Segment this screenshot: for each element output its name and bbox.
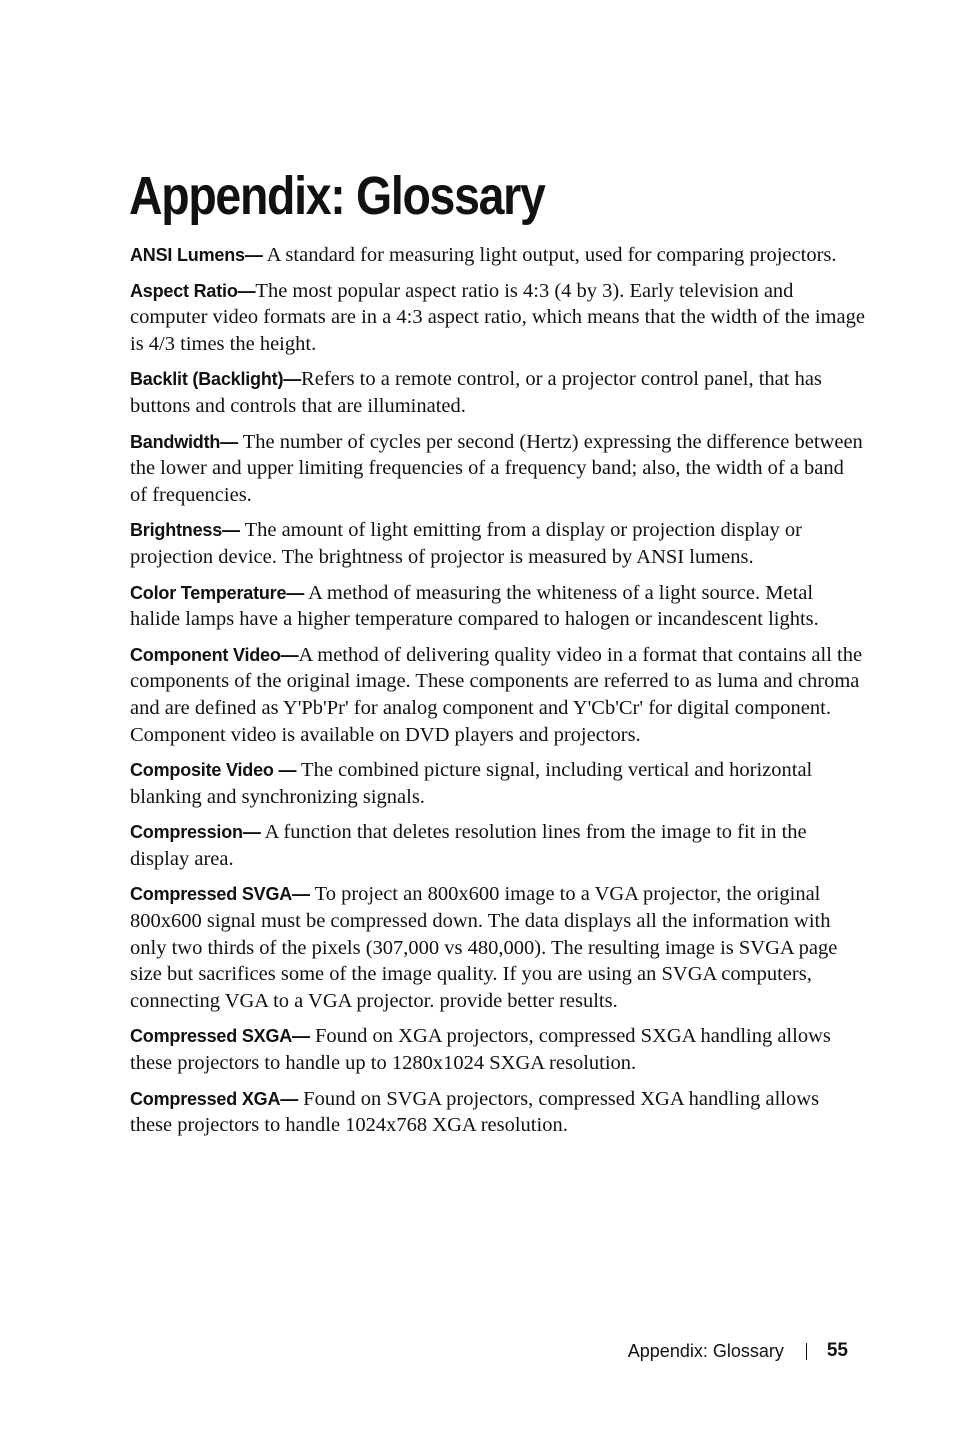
page-number: 55	[826, 1340, 848, 1361]
glossary-term: Aspect Ratio—	[130, 280, 256, 301]
glossary-entry-color-temperature	[130, 580, 866, 633]
glossary-definition: Found on XGA projectors, compressed SXGA handling allows these projectors to handle up to 1280x1024 SXGA resolution.	[130, 1025, 831, 1075]
glossary-entry-aspect-ratio	[130, 278, 866, 358]
glossary-definition: Refers to a remote control, or a projector control panel, that has buttons and controls that are illuminated.	[130, 368, 822, 417]
page-footer	[628, 1338, 848, 1364]
glossary-term: Bandwidth—	[130, 431, 238, 452]
glossary-term: Compression—	[130, 822, 261, 843]
glossary-definition: A method of delivering quality video in a format that contains all the components of the original image. These components are referred to as luma and chroma and are defined as Y'Pb'Pr' for analog component and Y'Cb'Cr' for digital component. Component video is available on DVD players and projectors.	[130, 643, 863, 746]
footer-divider	[806, 1343, 807, 1360]
glossary-term: Compressed XGA—	[130, 1088, 299, 1109]
page-title: Appendix: Glossary	[129, 166, 545, 226]
glossary-term: Compressed SVGA—	[130, 884, 310, 905]
glossary-entry-compressed-svga	[130, 881, 866, 1014]
glossary-term: Component Video—	[130, 644, 299, 665]
glossary-definition: The combined picture signal, including vertical and horizontal blanking and synchronizing signals.	[130, 759, 813, 808]
glossary-definition: To project an 800x600 image to a VGA projector, the original 800x600 signal must be compressed down. The data displays all the information with only two thirds of the pixels (307,000 vs 480,000). The resulting image is SVGA page size but sacrifices some of the image quality. If you are using an SVGA computers, connecting VGA to a VGA projector. provide better results.	[130, 883, 838, 1012]
glossary-entry-brightness	[130, 517, 866, 570]
glossary-definition: A method of measuring the whiteness of a light source. Metal halide lamps have a higher temperature compared to halogen or incandescent lights.	[130, 581, 819, 631]
glossary-definition: The most popular aspect ratio is 4:3 (4 by 3). Early television and computer video formats are in a 4:3 aspect ratio, which means that the width of the image is 4/3 times the height.	[130, 279, 865, 355]
glossary-entry-component-video	[130, 642, 866, 748]
glossary-term: Color Temperature—	[130, 582, 305, 603]
glossary-entry-backlit	[130, 366, 866, 419]
glossary-entry-ansi-lumens	[130, 242, 866, 269]
glossary-entry-bandwidth	[130, 429, 866, 509]
glossary-definition: The amount of light emitting from a display or projection display or projection device. The brightness of projector is measured by ANSI lumens.	[130, 519, 802, 568]
glossary-term: ANSI Lumens—	[130, 245, 263, 265]
glossary-definition: The number of cycles per second (Hertz) expressing the difference between the lower and upper limiting frequencies of a frequency band; also, the width of a band of frequencies.	[130, 430, 863, 506]
glossary-entry-compressed-sxga	[130, 1023, 866, 1076]
glossary-entry-compression	[130, 819, 866, 872]
glossary-term: Brightness—	[130, 520, 240, 541]
footer-section-title: Appendix: Glossary	[627, 1341, 784, 1361]
glossary-definition: Found on SVGA projectors, compressed XGA handling allows these projectors to handle 1024x768 XGA resolution.	[130, 1087, 820, 1137]
glossary-term: Composite Video —	[130, 760, 297, 781]
glossary-term: Compressed SXGA—	[130, 1026, 310, 1047]
glossary-definition: A standard for measuring light output, used for comparing projectors.	[262, 244, 837, 266]
glossary-definition: A function that deletes resolution lines from the image to fit in the display area.	[130, 821, 807, 870]
glossary-list	[130, 242, 866, 1148]
glossary-entry-compressed-xga	[130, 1086, 866, 1139]
glossary-term: Backlit (Backlight)—	[130, 369, 302, 390]
glossary-entry-composite-video	[130, 757, 866, 810]
